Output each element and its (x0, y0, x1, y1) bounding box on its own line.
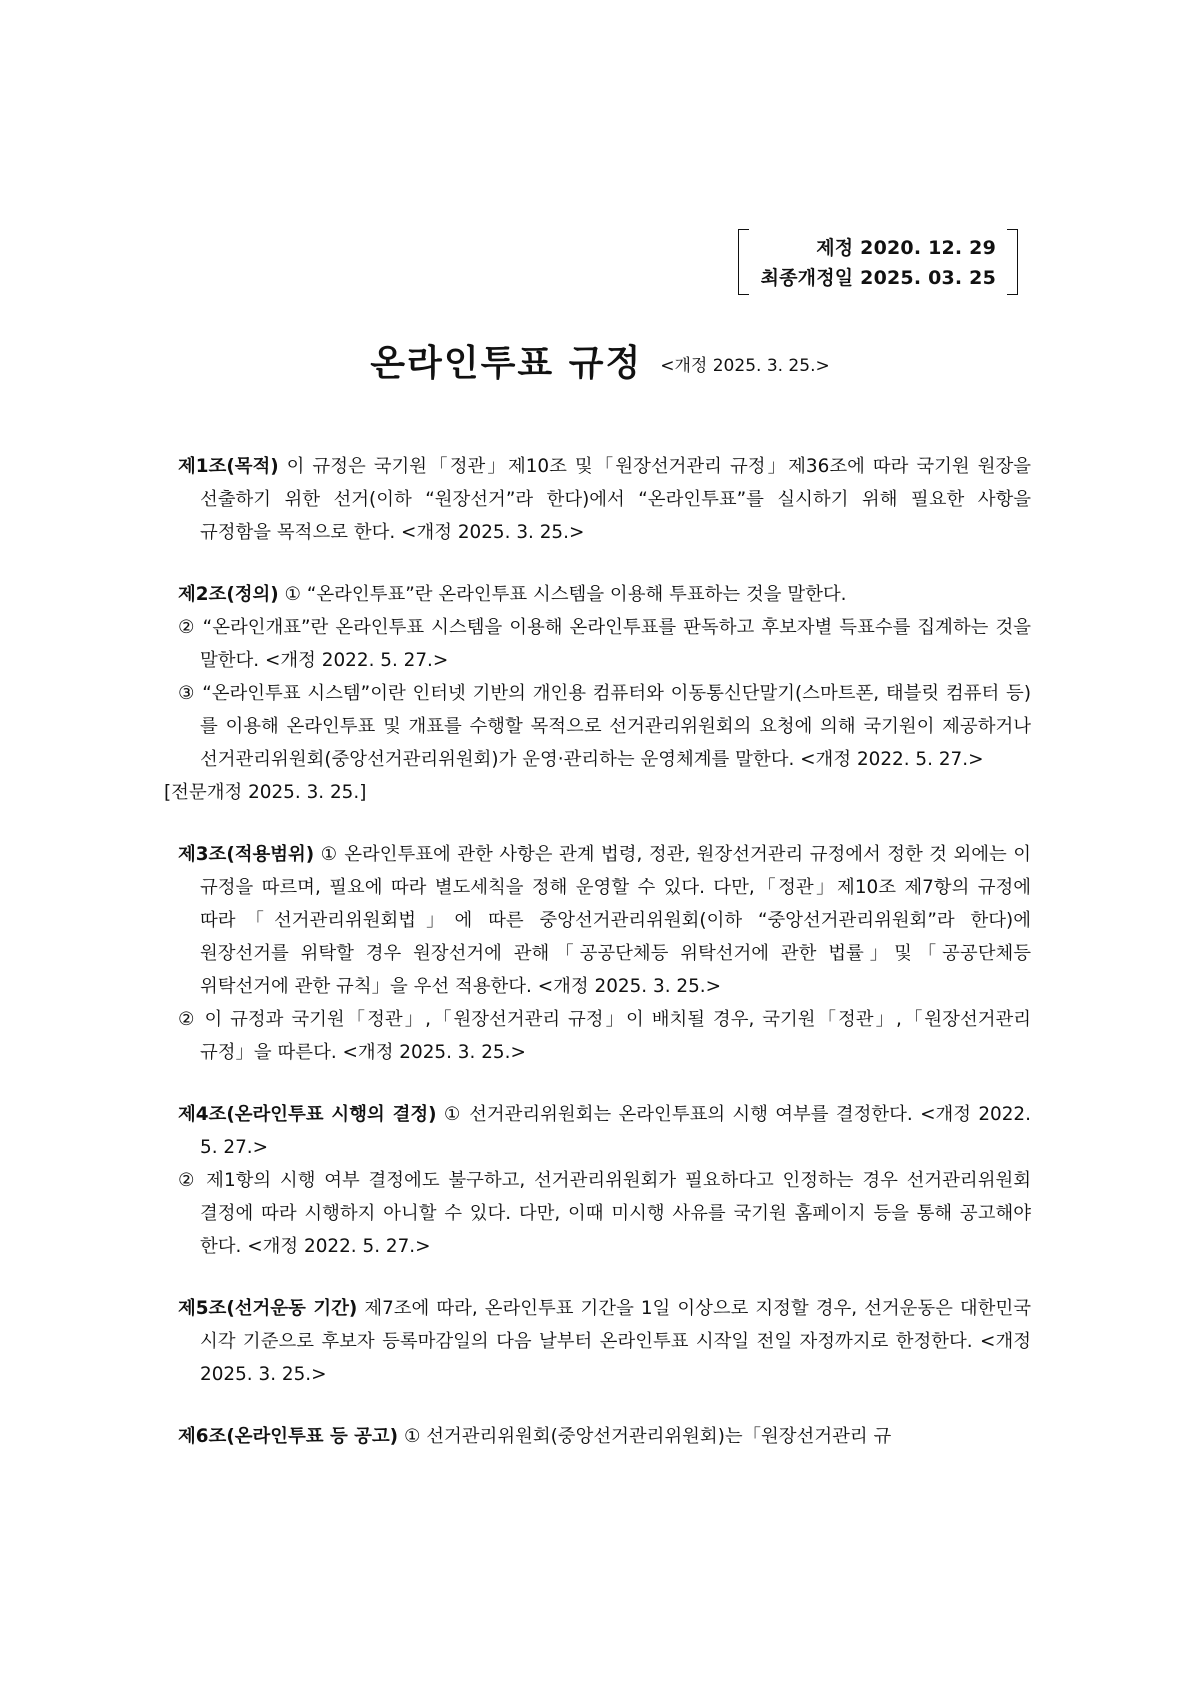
article-paragraph: ② 이 규정과 국기원「정관」,「원장선거관리 규정」이 배치될 경우, 국기원「정관」,「원장선거관리 규정」을 따른다. <개정 2025. 3. 25.> (178, 1009, 1031, 1063)
article-1 (178, 450, 1031, 549)
article-paragraph: ① “온라인투표”란 온라인투표 시스템을 이용해 투표하는 것을 말한다. (284, 584, 847, 605)
article-heading: 제1조(목적) (178, 456, 279, 477)
article-3 (178, 838, 1031, 1069)
article-4 (178, 1098, 1031, 1263)
regulation-body (164, 450, 1031, 1482)
article-2 (164, 578, 1031, 809)
article-paragraph: ① 선거관리위원회(중앙선거관리위원회)는「원장선거관리 규 (403, 1426, 892, 1447)
article-heading: 제2조(정의) (178, 584, 279, 605)
enacted-date: 제정 2020. 12. 29 (816, 237, 996, 259)
enactment-box (738, 229, 1018, 293)
article-paragraph: 이 규정은 국기원「정관」제10조 및「원장선거관리 규정」제36조에 따라 국기원 원장을 선출하기 위한 선거(이하 “원장선거”라 한다)에서 “온라인투표”를 실시하기 위해 필요한 사항을 규정함을 목적으로 한다. <개정 2025. 3. 25.> (200, 456, 1031, 543)
article-heading: 제5조(선거운동 기간) (178, 1298, 358, 1319)
article-paragraph: ② “온라인개표”란 온라인투표 시스템을 이용해 온라인투표를 판독하고 후보자별 득표수를 집계하는 것을 말한다. <개정 2022. 5. 27.> (178, 617, 1031, 671)
title-block (0, 335, 1200, 386)
article-paragraph: ③ “온라인투표 시스템”이란 인터넷 기반의 개인용 컴퓨터와 이동통신단말기(스마트폰, 태블릿 컴퓨터 등)를 이용해 온라인투표 및 개표를 수행할 목적으로 선거관리위원회의 요청에 의해 국기원이 제공하거나 선거관리위원회(중앙선거관리위원회)가 운영·관리하는 운영체계를 말한다. <개정 2022. 5. 27.> (178, 683, 1031, 770)
title-amendment-note: <개정 2025. 3. 25.> (660, 356, 830, 376)
article-paragraph: ① 온라인투표에 관한 사항은 관계 법령, 정관, 원장선거관리 규정에서 정한 것 외에는 이 규정을 따르며, 필요에 따라 별도세칙을 정해 운영할 수 있다. 다만,「정관」제10조 제7항의 규정에 따라「선거관리위원회법」에 따른 중앙선거관리위원회(이하 “중앙선거관리위원회”라 한다)에 원장선거를 위탁할 경우 원장선거에 관해「공공단체등 위탁선거에 관한 법률」및「공공단체등 위탁선거에 관한 규칙」을 우선 적용한다. <개정 2025. 3. 25.> (200, 844, 1031, 997)
article-5 (178, 1292, 1031, 1391)
bracket-left (738, 229, 749, 295)
article-paragraph: 제7조에 따라, 온라인투표 기간을 1일 이상으로 지정할 경우, 선거운동은 대한민국 시각 기준으로 후보자 등록마감일의 다음 날부터 온라인투표 시작일 전일 자정까지로 한정한다. <개정 2025. 3. 25.> (200, 1298, 1031, 1385)
bracket-right (1007, 229, 1018, 295)
article-heading: 제4조(온라인투표 시행의 결정) (178, 1104, 437, 1125)
page-title: 온라인투표 규정 (370, 343, 643, 384)
article-paragraph: ① 선거관리위원회는 온라인투표의 시행 여부를 결정한다. <개정 2022. 5. 27.> (200, 1104, 1031, 1158)
article-revision-note: [전문개정 2025. 3. 25.] (164, 782, 367, 803)
article-paragraph: ② 제1항의 시행 여부 결정에도 불구하고, 선거관리위원회가 필요하다고 인정하는 경우 선거관리위원회 결정에 따라 시행하지 아니할 수 있다. 다만, 이때 미시행 사유를 국기원 홈페이지 등을 통해 공고해야 한다. <개정 2022. 5. 27.> (178, 1170, 1031, 1257)
article-heading: 제3조(적용범위) (178, 844, 315, 865)
article-6 (178, 1420, 1031, 1453)
article-heading: 제6조(온라인투표 등 공고) (178, 1426, 399, 1447)
last-amended-date: 최종개정일 2025. 03. 25 (760, 267, 996, 289)
